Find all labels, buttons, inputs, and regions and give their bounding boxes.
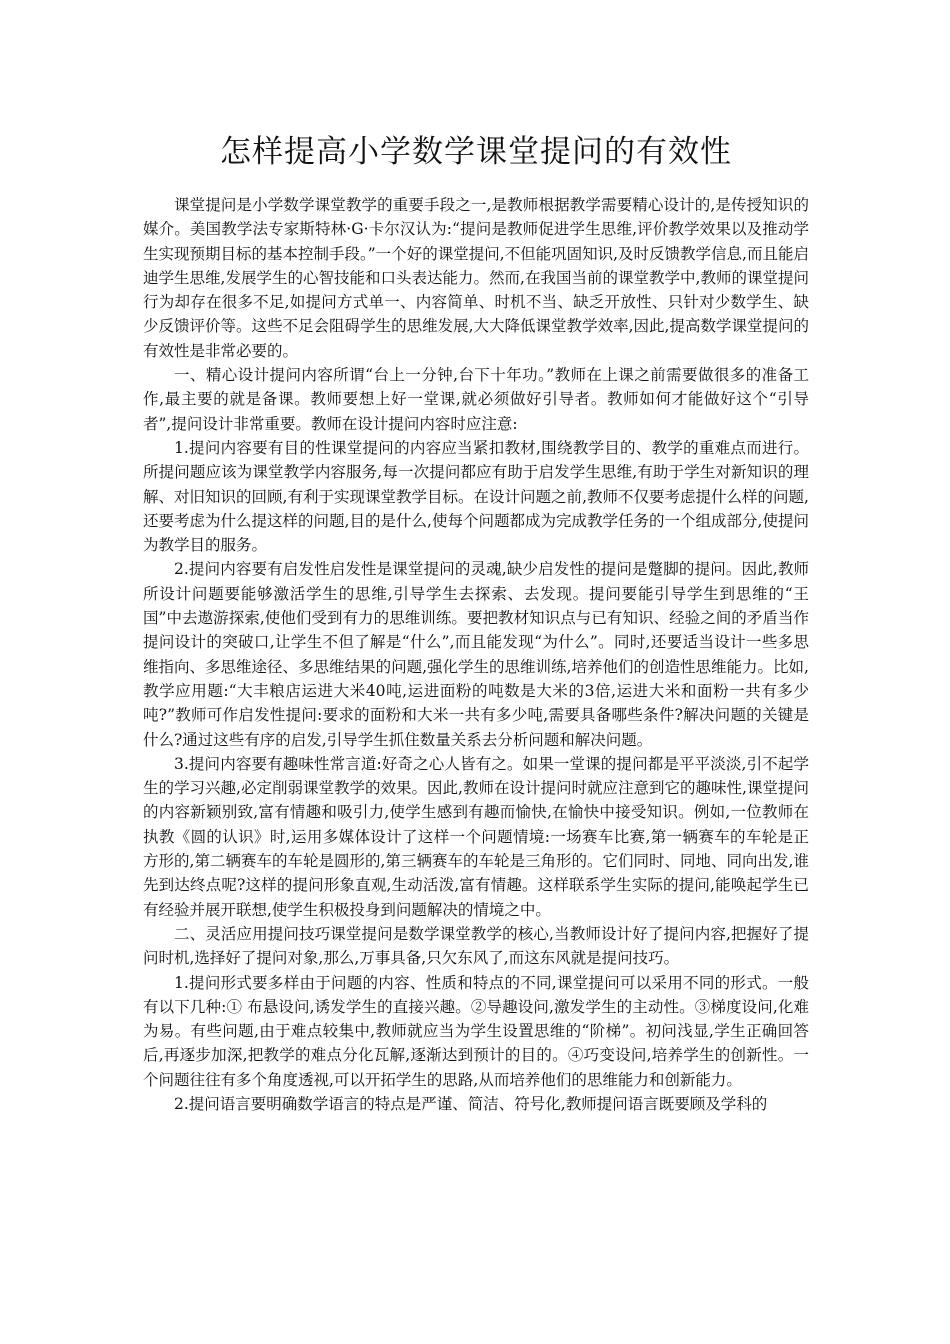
paragraph-section-2-item-1: 1.提问形式要多样由于问题的内容、性质和特点的不同,课堂提问可以采用不同的形式。一般有以下几种:① 布悬设问,诱发学生的直接兴趣。②导趣设问,激发学生的主动性。③梯度设问,化难为易。有些问题,由于难点较集中,教师就应当为学生设置思维的“阶梯”。初问浅显,学生正确回答后,再逐步加深,把教学的难点分化瓦解,逐渐达到预计的目的。④巧变设问,培养学生的创新性。一个问题往往有多个角度透视,可以开拓学生的思路,从而培养他们的思维能力和创新能力。 (143, 973, 809, 1089)
document-page (143, 0, 809, 1344)
paragraph-section-1-item-1: 1.提问内容要有目的性课堂提问的内容应当紧扣教材,围绕教学目的、教学的重难点而进行。所提问题应该为课堂教学内容服务,每一次提问都应有助于启发学生思维,有助于学生对新知识的理解、对旧知识的回顾,有利于实现课堂教学目标。在设计问题之前,教师不仅要考虑提什么样的问题,还要考虑为什么提这样的问题,目的是什么,使每个问题都成为完成教学任务的一个组成部分,使提问为教学目的服务。 (143, 438, 809, 555)
paragraph-section-2: 二、灵活应用提问技巧课堂提问是数学课堂教学的核心,当教师设计好了提问内容,把握好了提问时机,选择好了提问对象,那么,万事具备,只欠东风了,而这东风就是提问技巧。 (143, 924, 809, 968)
paragraph-section-1-item-3: 3.提问内容要有趣味性常言道:好奇之心人皆有之。如果一堂课的提问都是平平淡淡,引不起学生的学习兴趣,必定削弱课堂教学的效果。因此,教师在设计提问时就应注意到它的趣味性,课堂提问的内容新颖别致,富有情趣和吸引力,使学生感到有趣而愉快,在愉快中接受知识。例如,一位教师在执教《圆的认识》时,运用多媒体设计了这样一个问题情境:一场赛车比赛,第一辆赛车的车轮是正方形的,第二辆赛车的车轮是圆形的,第三辆赛车的车轮是三角形的。它们同时、同地、同向出发,谁先到达终点呢?这样的提问形象直观,生动活泼,富有情趣。这样联系学生实际的提问,能唤起学生已有经验并展开联想,使学生积极投身到问题解决的情境之中。 (143, 754, 809, 919)
paragraph-section-1-item-2: 2.提问内容要有启发性启发性是课堂提问的灵魂,缺少启发性的提问是蹩脚的提问。因此,教师所设计问题要能够激活学生的思维,引导学生去探索、去发现。提问要能引导学生到思维的“王国”中去遨游探索,使他们受到有力的思维训练。要把教材知识点与已有知识、经验之间的矛盾当作提问设计的突破口,让学生不但了解是“什么”,而且能发现“为什么”。同时,还要适当设计一些多思维指向、多思维途径、多思维结果的问题,强化学生的思维训练,培养他们的创造性思维能力。比如,教学应用题:“大丰粮店运进大米40吨,运进面粉的吨数是大米的3倍,运进大米和面粉一共有多少吨?”教师可作启发性提问:要求的面粉和大米一共有多少吨,需要具备哪些条件?解决问题的关键是什么?通过这些有序的启发,引导学生抓住数量关系去分析问题和解决问题。 (143, 560, 809, 749)
paragraph-section-1: 一、精心设计提问内容所谓“台上一分钟,台下十年功。”教师在上课之前需要做很多的准备工作,最主要的就是备课。教师要想上好一堂课,就必须做好引导者。教师如何才能做好这个“引导者”,提问设计非常重要。教师在设计提问内容时应注意: (143, 366, 809, 433)
document-title: 怎样提高小学数学课堂提问的有效性 (220, 134, 732, 170)
paragraph-section-2-item-2: 2.提问语言要明确数学语言的特点是严谨、简洁、符号化,教师提问语言既要顾及学科的 (174, 1094, 768, 1113)
document-body (143, 193, 809, 1116)
paragraph-intro: 课堂提问是小学数学课堂教学的重要手段之一,是教师根据教学需要精心设计的,是传授知识的媒介。美国教学法专家斯特林·G·卡尔汉认为:“提问是教师促进学生思维,评价教学效果以及推动学生实现预期目标的基本控制手段。”一个好的课堂提问,不但能巩固知识,及时反馈教学信息,而且能启迪学生思维,发展学生的心智技能和口头表达能力。然而,在我国当前的课堂教学中,教师的课堂提问行为却存在很多不足,如提问方式单一、内容简单、时机不当、缺乏开放性、只针对少数学生、缺少反馈评价等。这些不足会阻碍学生的思维发展,大大降低课堂教学效率,因此,提高数学课堂提问的有效性是非常必要的。 (143, 196, 809, 360)
